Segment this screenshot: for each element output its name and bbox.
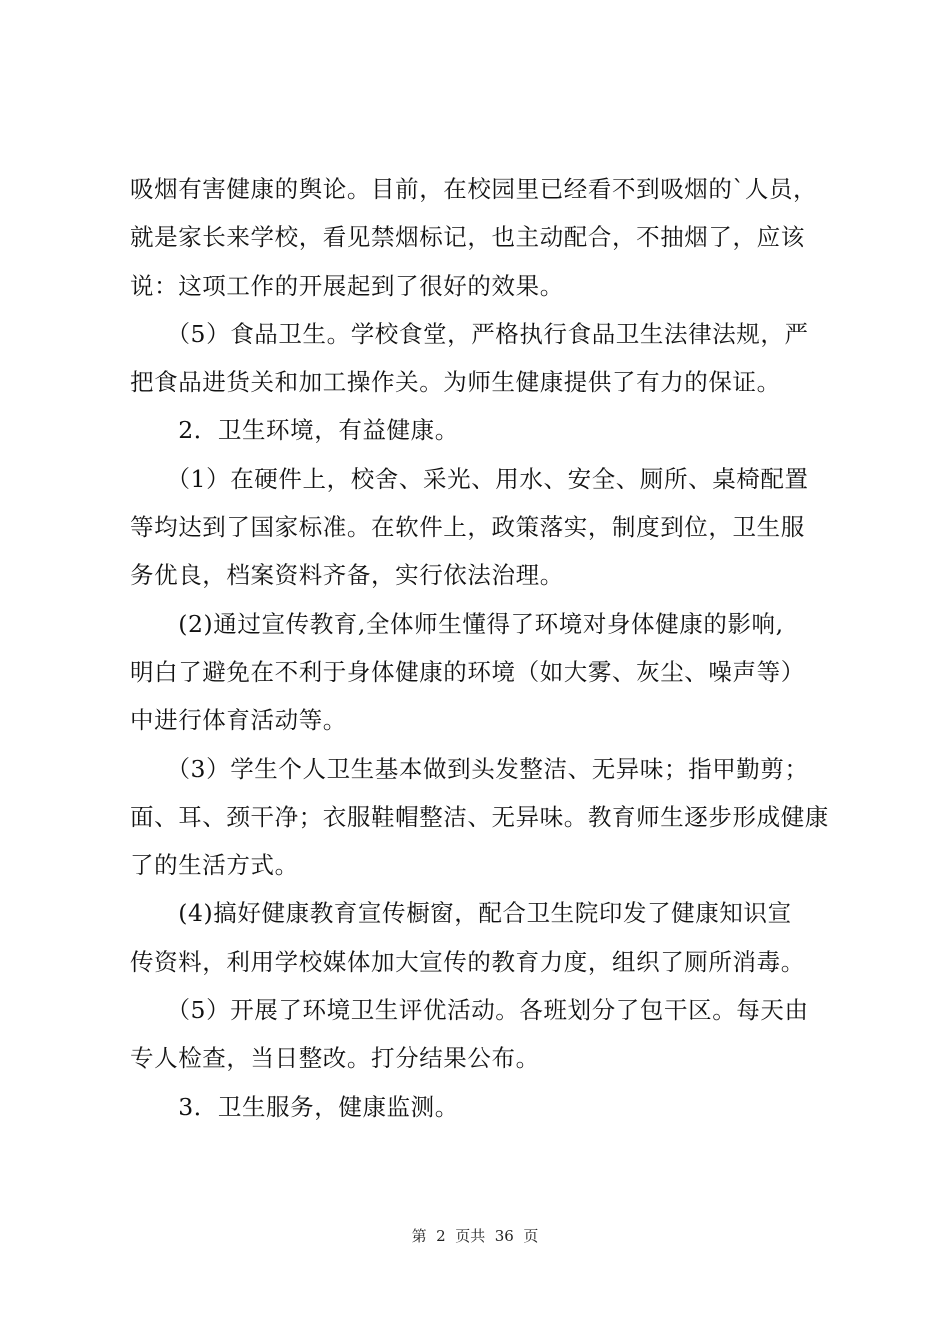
text-line: 把食品进货关和加工操作关。为师生健康提供了有力的保证。: [130, 368, 781, 397]
paragraph: [130, 165, 846, 310]
text-line: 等均达到了国家标准。在软件上，政策落实，制度到位，卫生服: [130, 513, 805, 542]
paragraph: [130, 406, 846, 454]
text-line: 中进行体育活动等。: [130, 706, 347, 735]
paragraph: [130, 455, 846, 600]
document-body: [130, 165, 846, 1131]
paragraph: [130, 986, 846, 1083]
text-line: 2．卫生环境，有益健康。: [130, 416, 459, 445]
page-footer: 第 2 页共 36 页: [411, 1227, 539, 1245]
text-line: 就是家长来学校，看见禁烟标记，也主动配合，不抽烟了，应该: [130, 223, 805, 252]
text-line: 专人检查，当日整改。打分结果公布。: [130, 1044, 540, 1073]
text-line: （5）开展了环境卫生评优活动。各班划分了包干区。每天由: [130, 996, 809, 1025]
text-line: 了的生活方式。: [130, 851, 299, 880]
paragraph: [130, 889, 846, 986]
text-line: 面、耳、颈干净；衣服鞋帽整洁、无异味。教育师生逐步形成健康: [130, 802, 829, 831]
text-line: （5）食品卫生。学校食堂，严格执行食品卫生法律法规，严: [130, 319, 809, 348]
text-line: 务优良，档案资料齐备，实行依法治理。: [130, 561, 564, 590]
paragraph: [130, 1083, 846, 1131]
text-line: （3）学生个人卫生基本做到头发整洁、无异味；指甲勤剪；: [130, 754, 809, 783]
text-line: (4)搞好健康教育宣传橱窗，配合卫生院印发了健康知识宣: [130, 899, 792, 928]
paragraph: [130, 600, 846, 745]
text-line: 传资料，利用学校媒体加大宣传的教育力度，组织了厕所消毒。: [130, 947, 805, 976]
text-line: 明白了避免在不利于身体健康的环境（如大雾、灰尘、噪声等）: [130, 657, 805, 686]
text-line: (2)通过宣传教育,全体师生懂得了环境对身体健康的影响,: [130, 609, 784, 638]
text-line: （1）在硬件上，校舍、采光、用水、安全、厕所、桌椅配置: [130, 464, 809, 493]
paragraph: [130, 310, 846, 407]
paragraph: [130, 745, 846, 890]
text-line: 3．卫生服务，健康监测。: [130, 1092, 459, 1121]
text-line: 吸烟有害健康的舆论。目前，在校园里已经看不到吸烟的`人员，: [130, 175, 818, 203]
text-line: 说：这项工作的开展起到了很好的效果。: [130, 271, 564, 300]
